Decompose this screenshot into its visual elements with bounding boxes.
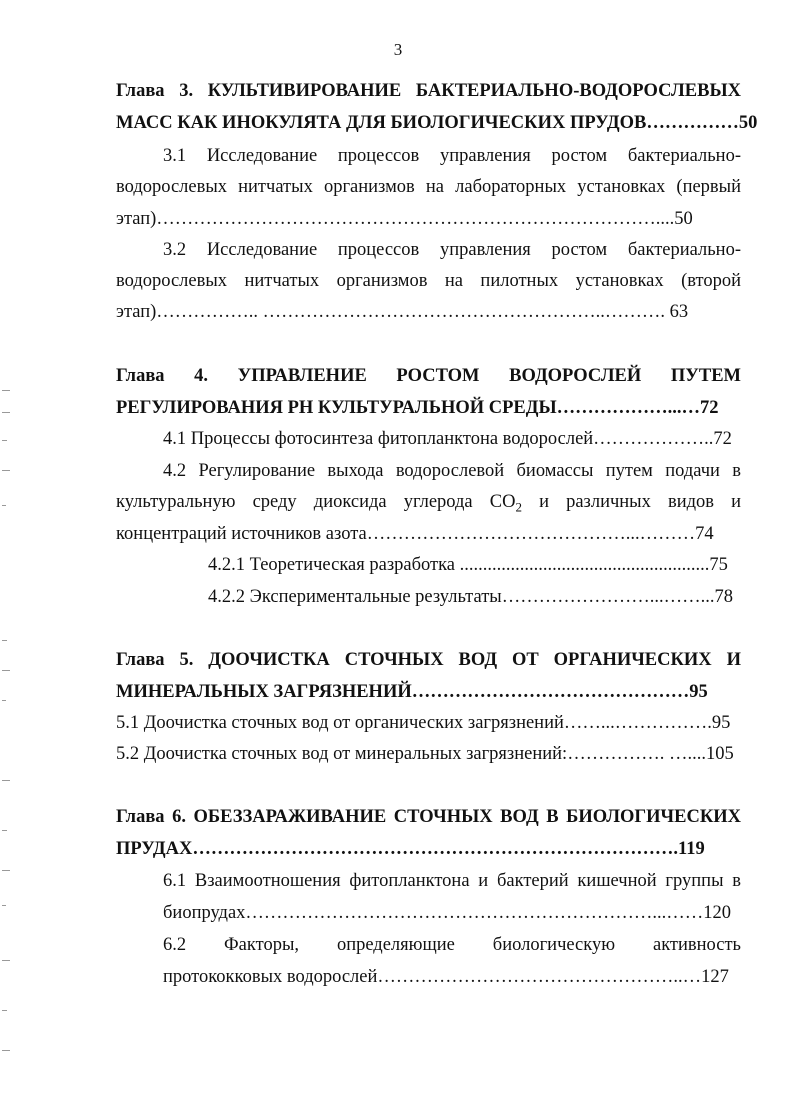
chapter-5-title-line-1[interactable]: Глава 5. ДООЧИСТКА СТОЧНЫХ ВОД ОТ ОРГАНИЧЕСКИХ И — [116, 650, 741, 670]
section-4-2-text-before-subscript: культуральную среду диоксида углерода CO — [116, 492, 516, 512]
section-6-2-line-1[interactable]: 6.2 Факторы, определяющие биологическую активность — [163, 935, 741, 955]
chapter-5-title-line-2[interactable]: МИНЕРАЛЬНЫХ ЗАГРЯЗНЕНИЙ………………………………………95 — [116, 682, 708, 702]
section-3-1-line-1[interactable]: 3.1 Исследование процессов управления ростом бактериально- — [163, 146, 741, 166]
chapter-4-title-line-2[interactable]: РЕГУЛИРОВАНИЯ РН КУЛЬТУРАЛЬНОЙ СРЕДЫ………………...…72 — [116, 398, 719, 418]
section-4-1-line[interactable]: 4.1 Процессы фотосинтеза фитопланктона водорослей………………..72 — [163, 429, 732, 449]
page-number: 3 — [393, 40, 403, 59]
section-5-2-line[interactable]: 5.2 Доочистка сточных вод от минеральных загрязнений:……………. …....105 — [116, 744, 734, 764]
chapter-3-title-line-1[interactable]: Глава 3. КУЛЬТИВИРОВАНИЕ БАКТЕРИАЛЬНО-ВОДОРОСЛЕВЫХ — [116, 81, 741, 101]
section-4-2-line-3[interactable]: концентраций источников азота……………………………………...………74 — [116, 524, 714, 544]
section-6-1-line-1[interactable]: 6.1 Взаимоотношения фитопланктона и бактерий кишечной группы в — [163, 871, 741, 891]
section-6-1-line-2[interactable]: биопрудах…………………………………………………………...……120 — [163, 903, 732, 923]
chapter-4-title-line-1[interactable]: Глава 4. УПРАВЛЕНИЕ РОСТОМ ВОДОРОСЛЕЙ ПУТЕМ — [116, 366, 741, 386]
section-6-2-line-2[interactable]: протококковых водорослей…………………………………………..…127 — [163, 967, 729, 987]
section-4-2-line-2[interactable] — [116, 490, 741, 520]
section-3-2-line-2[interactable]: водорослевых нитчатых организмов на пилотных установках (второй — [116, 271, 741, 291]
section-3-1-line-2[interactable]: водорослевых нитчатых организмов на лабораторных установках (первый — [116, 177, 741, 197]
section-3-1-line-3[interactable]: этап)………………………………………………………………………....50 — [116, 209, 693, 229]
co2-subscript: 2 — [515, 499, 522, 515]
chapter-3-title-line-2[interactable]: МАСС КАК ИНОКУЛЯТА ДЛЯ БИОЛОГИЧЕСКИХ ПРУДОВ……………50 — [116, 113, 758, 133]
section-3-2-line-3[interactable]: этап)…………….. ………………………………………………..………. 63 — [116, 302, 689, 322]
section-4-2-line-1[interactable]: 4.2 Регулирование выхода водорослевой биомассы путем подачи в — [163, 461, 741, 481]
section-3-2-line-1[interactable]: 3.2 Исследование процессов управления ростом бактериально- — [163, 240, 741, 260]
section-4-2-text-after-subscript: и различных видов и — [539, 492, 741, 512]
chapter-6-title-line-2[interactable]: ПРУДАХ…………………………………………………………………….119 — [116, 839, 705, 859]
chapter-6-title-line-1[interactable]: Глава 6. ОБЕЗЗАРАЖИВАНИЕ СТОЧНЫХ ВОД В БИОЛОГИЧЕСКИХ — [116, 807, 741, 827]
section-5-1-line[interactable]: 5.1 Доочистка сточных вод от органических загрязнений……...…………….95 — [116, 713, 731, 733]
section-4-2-2-line[interactable]: 4.2.2 Экспериментальные результаты……………………...……...78 — [208, 587, 733, 607]
section-4-2-1-line[interactable]: 4.2.1 Теоретическая разработка ......................................................75 — [208, 555, 728, 575]
